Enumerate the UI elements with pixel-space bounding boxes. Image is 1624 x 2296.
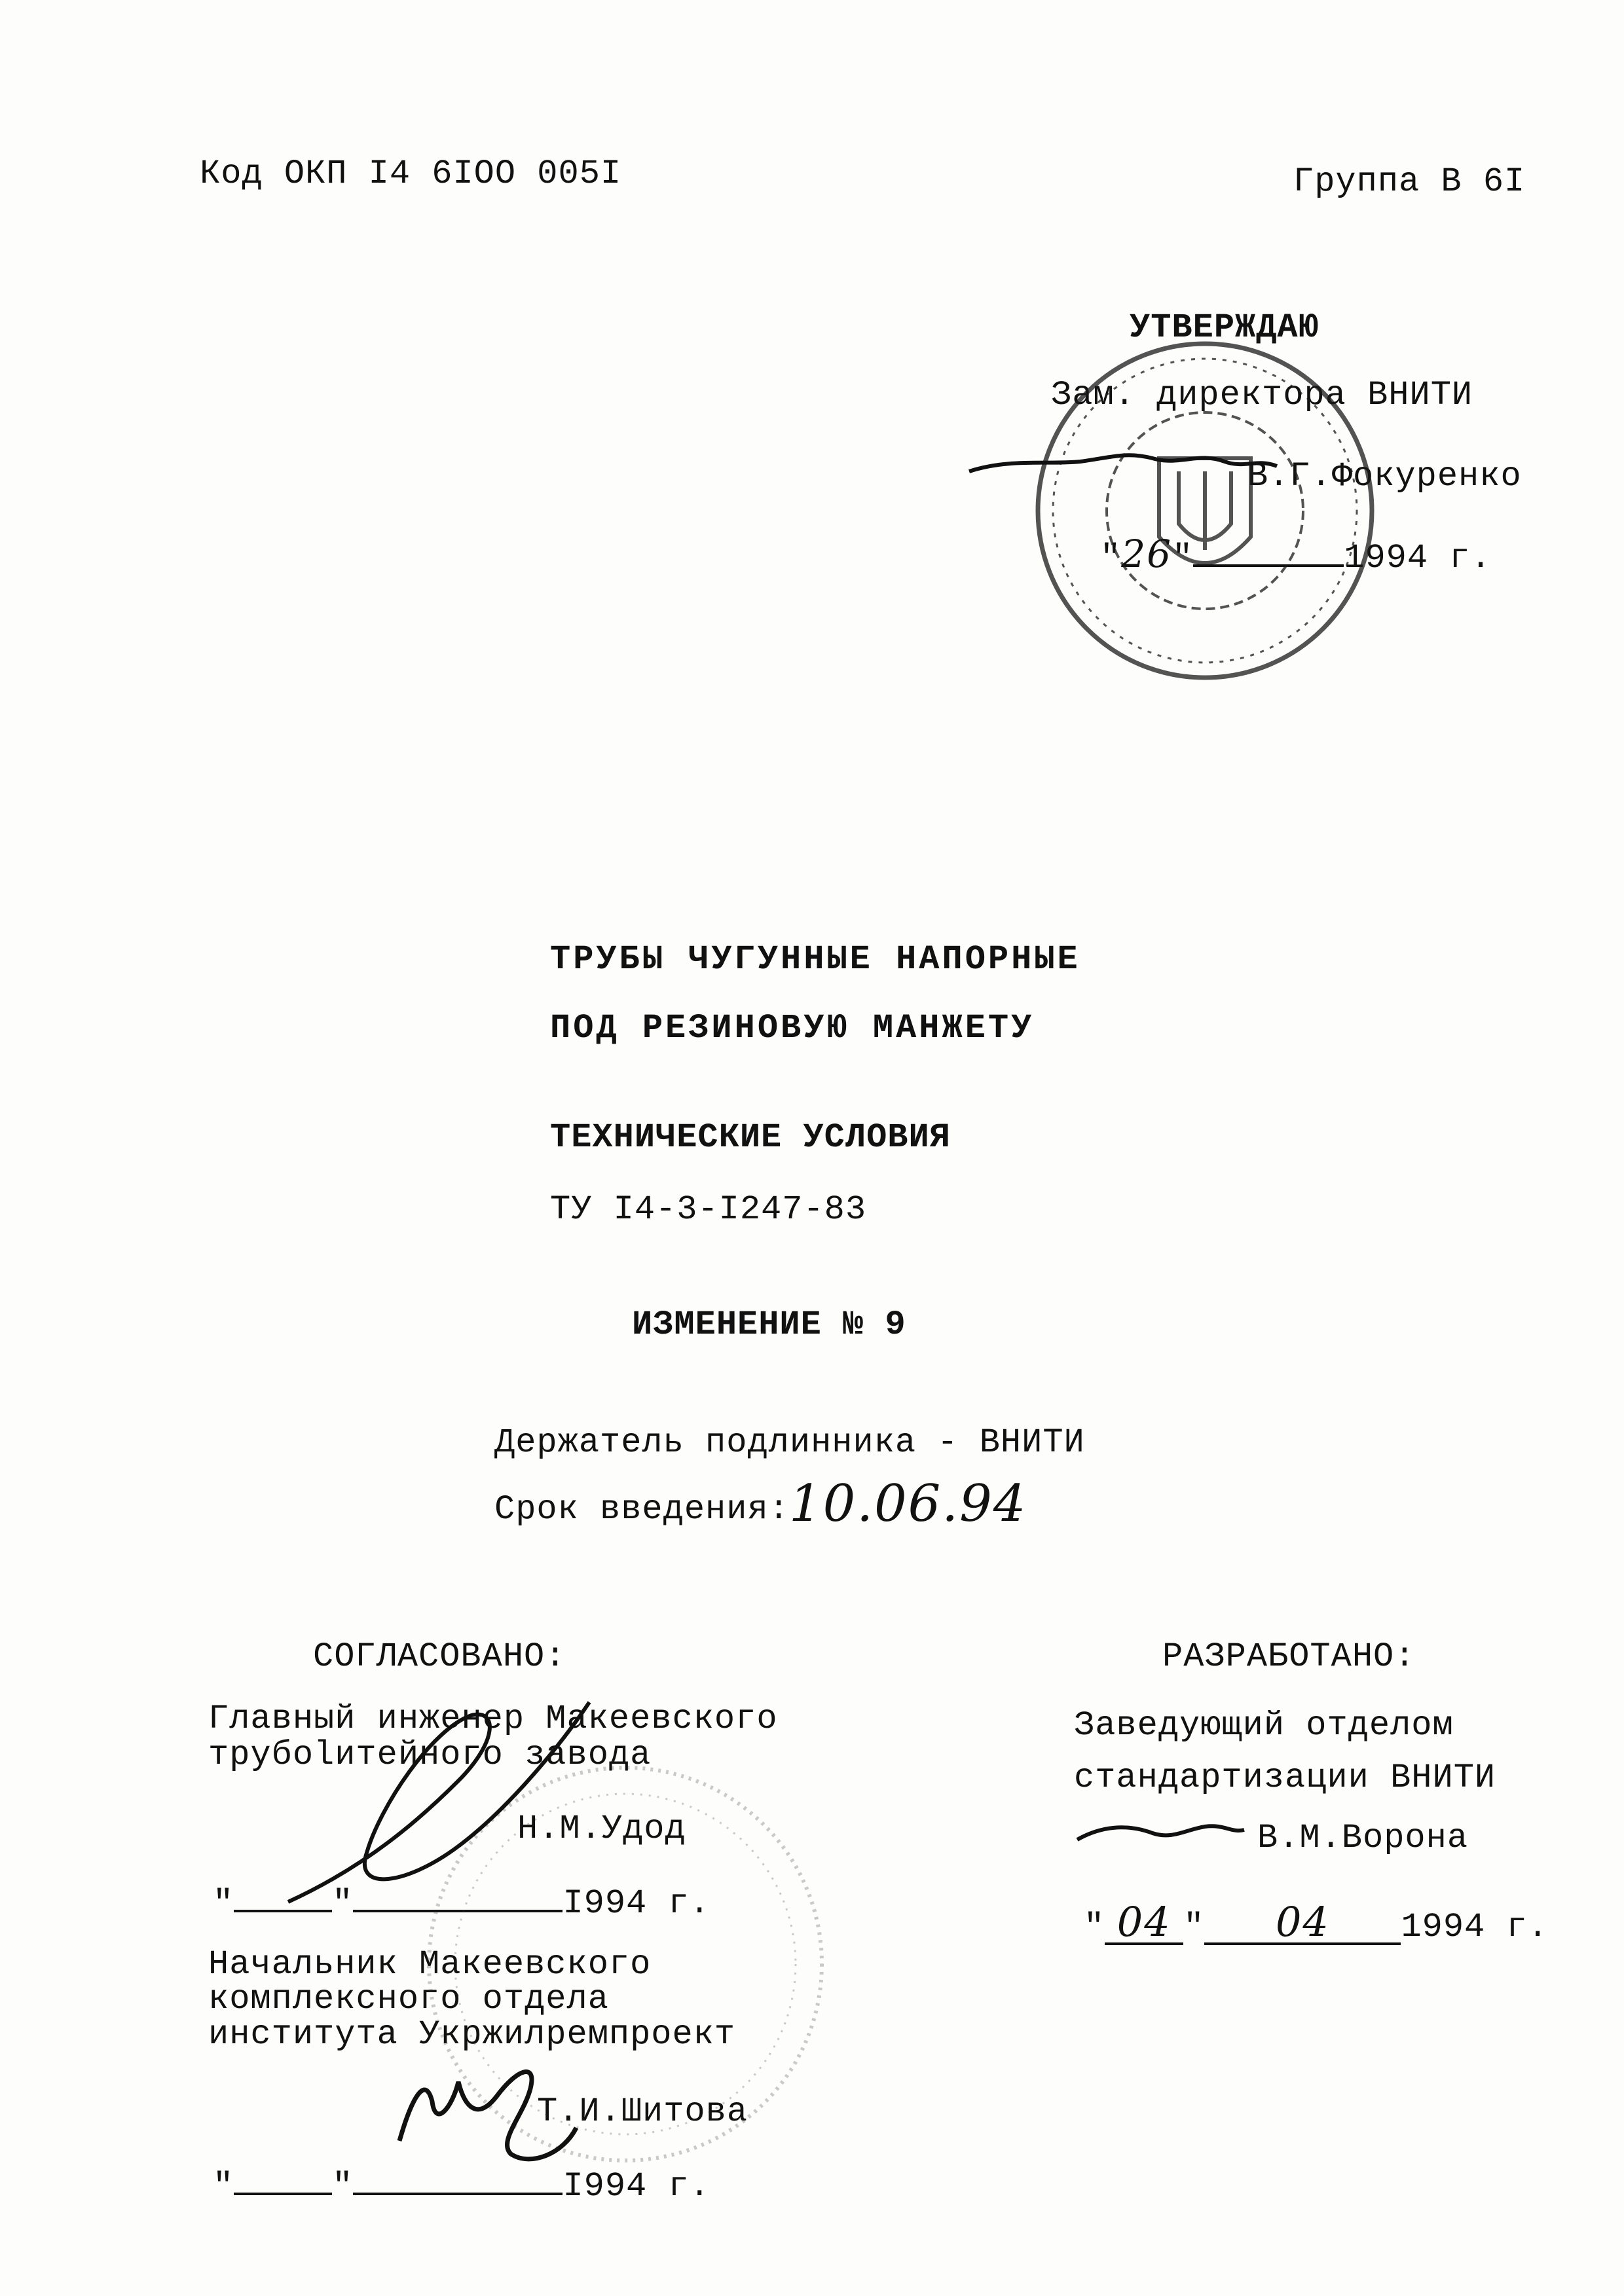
agreed-title: СОГЛАСОВАНО:	[313, 1637, 566, 1676]
agreed-p1-line1: Главный инженер Макеевского	[208, 1700, 778, 1738]
vorona-signature-icon	[1077, 1826, 1244, 1840]
agreed-p1-line2: трубolитейного завода	[208, 1736, 652, 1774]
approval-date: "26" 1994 г.	[1100, 531, 1492, 577]
agreed-p2-line2: комплексного отдела	[208, 1980, 609, 2018]
approval-title: УТВЕРЖДАЮ	[1130, 308, 1320, 347]
approval-name: В.Г.Фокуренко	[1247, 457, 1522, 496]
term-label: Срок введения:	[494, 1490, 790, 1529]
agreed-p1-name: Н.М.Удод	[517, 1810, 686, 1848]
developed-date: " 04 " 04 1994 г.	[1084, 1898, 1549, 1946]
agreed-p1-date: " " I994 г.	[213, 1879, 710, 1921]
okp-code: Код ОКП I4 6IOO 005I	[200, 155, 622, 193]
change-number: ИЗМЕНЕНИЕ № 9	[632, 1305, 906, 1344]
agreed-p2-line1: Начальник Макеевского	[208, 1945, 652, 1984]
agreed-p2-year: I994 г.	[563, 2166, 710, 2206]
doc-title-line3: ТЕХНИЧЕСКИЕ УСЛОВИЯ	[550, 1118, 951, 1157]
agreed-p2-name: Т.И.Шитова	[537, 2092, 748, 2131]
developed-line1: Заведующий отделом	[1074, 1706, 1454, 1745]
agreed-p2-line3: института Укржилремпроект	[208, 2015, 736, 2054]
doc-title-line1: ТРУБЫ ЧУГУННЫЕ НАПОРНЫЕ	[550, 940, 1080, 979]
developed-date-day: 04	[1105, 1902, 1183, 1945]
agreed-p1-year: I994 г.	[563, 1884, 710, 1923]
developed-line2: стандартизации ВНИТИ	[1074, 1758, 1496, 1797]
approval-signature-icon	[969, 455, 1277, 471]
doc-title-line2: ПОД РЕЗИНОВУЮ МАНЖЕТУ	[550, 1009, 1035, 1048]
developed-date-month: 04	[1204, 1902, 1401, 1945]
doc-title-line4: ТУ I4-3-I247-83	[550, 1190, 867, 1229]
developed-name: В.М.Ворона	[1257, 1819, 1469, 1857]
agreed-p2-date: " " I994 г.	[213, 2162, 710, 2204]
developed-title: РАЗРАБОТАНО:	[1162, 1637, 1416, 1676]
term-date: 10.06.94	[789, 1474, 1027, 1533]
approval-date-day: 26	[1121, 531, 1173, 576]
approval-position: Зам. директора ВНИТИ	[1051, 376, 1473, 414]
group-code: Группа В 6I	[1293, 162, 1526, 201]
approval-date-year: 1994 г.	[1344, 538, 1492, 577]
original-holder: Держатель подлинника - ВНИТИ	[494, 1423, 1085, 1462]
developed-date-year: 1994 г.	[1401, 1908, 1549, 1946]
